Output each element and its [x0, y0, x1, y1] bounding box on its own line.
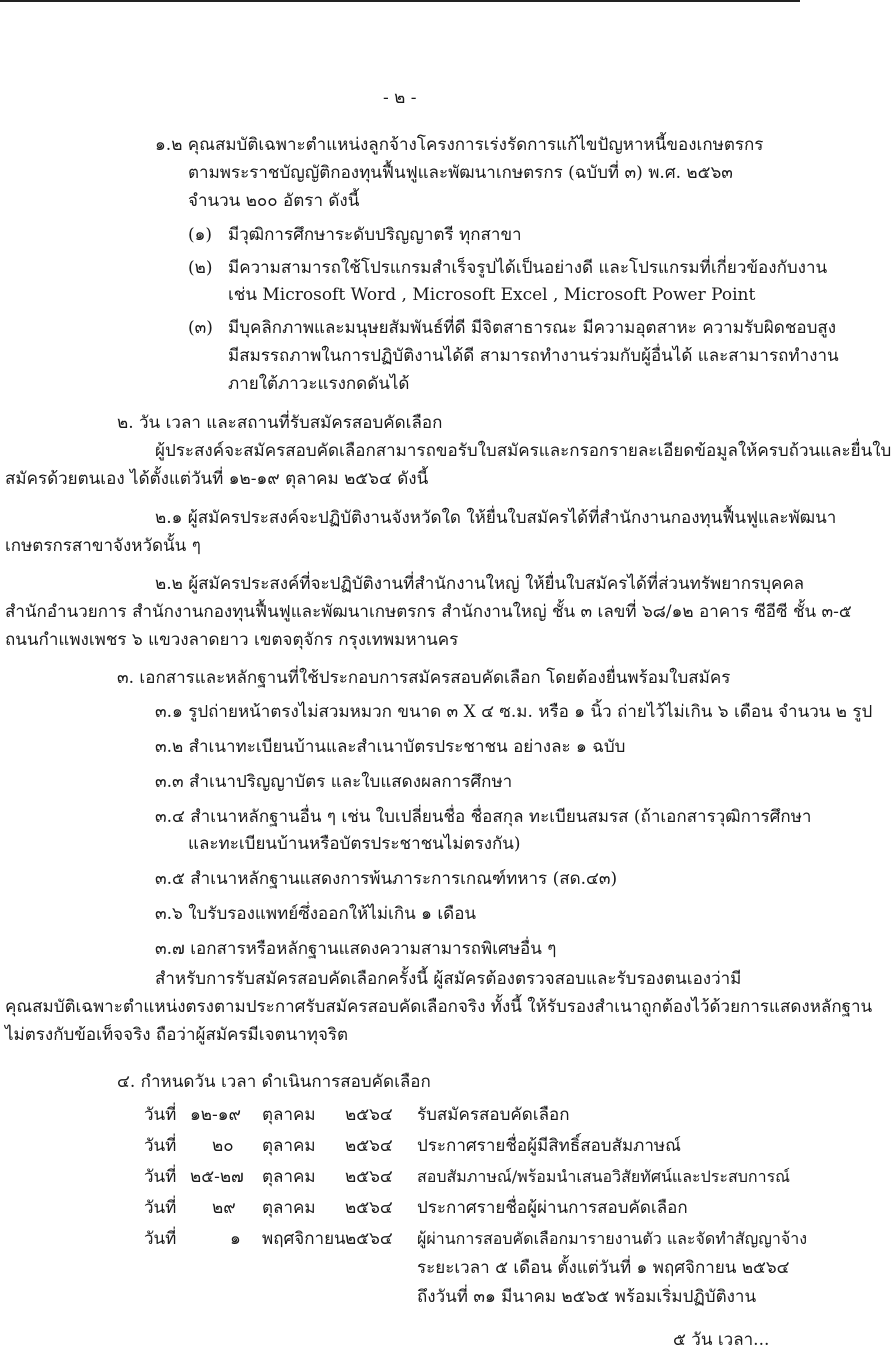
s2-para-line2: สมัครด้วยตนเอง ได้ตั้งแต่วันที่ ๑๒-๑๙ ตุลาคม ๒๕๖๔ ดังนี้ — [5, 469, 429, 489]
schedule-desc-cont: ระยะเวลา ๕ เดือน ตั้งแต่วันที่ ๑ พฤศจิกายน ๒๕๖๔ — [417, 1258, 790, 1278]
schedule-year: ๒๕๖๔ — [345, 1105, 393, 1125]
s22-line2: สำนักอำนวยการ สำนักงานกองทุนฟื้นฟูและพัฒนาเกษตรกร สำนักงานใหญ่ ชั้น ๓ เลขที่ ๖๘/๑๒ อาคาร ซีอีซี ชั้น ๓-๕ — [5, 602, 852, 622]
s3-para-line1: สำหรับการรับสมัครสอบคัดเลือกครั้งนี้ ผู้สมัครต้องตรวจสอบและรับรองตนเองว่ามี — [155, 969, 742, 989]
s22-line1: ๒.๒ ผู้สมัครประสงค์ที่จะปฏิบัติงานที่สำนักงานใหญ่ ให้ยื่นใบสมัครได้ที่ส่วนทรัพยากรบุคคล — [155, 574, 805, 594]
schedule-desc: ประกาศรายชื่อผู้มีสิทธิ์สอบสัมภาษณ์ — [417, 1136, 681, 1156]
s12-item2-num: (๒) — [188, 258, 213, 278]
top-border-line — [0, 0, 800, 2]
schedule-year: ๒๕๖๔ — [345, 1136, 393, 1156]
schedule-label: วันที่ — [144, 1198, 177, 1218]
s3-item-33: ๓.๓ สำเนาปริญญาบัตร และใบแสดงผลการศึกษา — [155, 772, 513, 792]
s12-item3-num: (๓) — [188, 318, 213, 338]
s12-item3-text2: มีสมรรถภาพในการปฏิบัติงานได้ดี สามารถทำงานร่วมกับผู้อื่นได้ และสามารถทำงาน — [228, 346, 839, 366]
s12-line3: จำนวน ๒๐๐ อัตรา ดังนี้ — [188, 191, 360, 211]
s21-line2: เกษตรกรสาขาจังหวัดนั้น ๆ — [5, 536, 201, 556]
schedule-day: ๑ — [230, 1229, 241, 1249]
s3-para-line3: ไม่ตรงกับข้อเท็จจริง ถือว่าผู้สมัครมีเจตนาทุจริต — [5, 1025, 349, 1045]
schedule-desc: ผู้ผ่านการสอบคัดเลือกมารายงานตัว และจัดทำสัญญาจ้าง — [417, 1229, 808, 1248]
schedule-label: วันที่ — [144, 1105, 177, 1125]
s12-item2-text1: มีความสามารถใช้โปรแกรมสำเร็จรูปได้เป็นอย่างดี และโปรแกรมที่เกี่ยวข้องกับงาน — [228, 258, 828, 278]
s3-heading: ๓. เอกสารและหลักฐานที่ใช้ประกอบการสมัครสอบคัดเลือก โดยต้องยื่นพร้อมใบสมัคร — [117, 668, 731, 688]
schedule-year: ๒๕๖๔ — [345, 1198, 393, 1218]
s12-item1-text: มีวุฒิการศึกษาระดับปริญญาตรี ทุกสาขา — [228, 225, 522, 245]
s12-item3-text3: ภายใต้ภาวะแรงกดดันได้ — [228, 374, 410, 394]
s12-item2-text2: เช่น Microsoft Word , Microsoft Excel , Microsoft Power Point — [228, 285, 756, 305]
s3-item-34-line1: ๓.๔ สำเนาหลักฐานอื่น ๆ เช่น ใบเปลี่ยนชื่อ ชื่อสกุล ทะเบียนสมรส (ถ้าเอกสารวุฒิการศึกษา — [155, 807, 812, 827]
s2-para-line1: ผู้ประสงค์จะสมัครสอบคัดเลือกสามารถขอรับใบสมัครและกรอกรายละเอียดข้อมูลให้ครบถ้วนและยื่นใบ — [155, 441, 891, 461]
s12-line2: ตามพระราชบัญญัติกองทุนฟื้นฟูและพัฒนาเกษตรกร (ฉบับที่ ๓) พ.ศ. ๒๕๖๓ — [188, 163, 733, 183]
schedule-month: ตุลาคม — [262, 1198, 316, 1218]
schedule-month: ตุลาคม — [262, 1167, 316, 1187]
s12-line1: ๑.๒ คุณสมบัติเฉพาะตำแหน่งลูกจ้างโครงการเร่งรัดการแก้ไขปัญหาหนี้ของเกษตรกร — [155, 135, 764, 155]
schedule-day: ๒๕-๒๗ — [190, 1167, 244, 1187]
s3-item-31: ๓.๑ รูปถ่ายหน้าตรงไม่สวมหมวก ขนาด ๓ X ๔ ซ.ม. หรือ ๑ นิ้ว ถ่ายไว้ไม่เกิน ๖ เดือน จำนวน ๒ รูป — [155, 702, 873, 722]
schedule-label: วันที่ — [144, 1136, 177, 1156]
schedule-year: ๒๕๖๔ — [345, 1229, 393, 1249]
schedule-year: ๒๕๖๔ — [345, 1167, 393, 1187]
s3-item-34-line2: และทะเบียนบ้านหรือบัตรประชาชนไม่ตรงกัน) — [188, 834, 521, 854]
page-number: - ๒ - — [383, 88, 417, 108]
s12-item1-num: (๑) — [188, 225, 213, 245]
s3-para-line2: คุณสมบัติเฉพาะตำแหน่งตรงตามประกาศรับสมัครสอบคัดเลือกจริง ทั้งนี้ ให้รับรองสำเนาถูกต้องไว้ด้วยการแสดงหลักฐาน — [5, 997, 873, 1017]
schedule-day: ๑๒-๑๙ — [190, 1105, 241, 1125]
s3-item-32: ๓.๒ สำเนาทะเบียนบ้านและสำเนาบัตรประชาชน อย่างละ ๑ ฉบับ — [155, 737, 626, 757]
s3-item-36: ๓.๖ ใบรับรองแพทย์ซึ่งออกให้ไม่เกิน ๑ เดือน — [155, 904, 477, 924]
schedule-desc: รับสมัครสอบคัดเลือก — [417, 1105, 570, 1125]
schedule-month: พฤศจิกายน — [262, 1229, 346, 1249]
schedule-desc: ประกาศรายชื่อผู้ผ่านการสอบคัดเลือก — [417, 1198, 688, 1218]
s21-line1: ๒.๑ ผู้สมัครประสงค์จะปฏิบัติงานจังหวัดใด ให้ยื่นใบสมัครได้ที่สำนักงานกองทุนฟื้นฟูและพัฒนา — [155, 508, 837, 528]
s2-heading: ๒. วัน เวลา และสถานที่รับสมัครสอบคัดเลือก — [117, 413, 443, 433]
schedule-day: ๒๐ — [212, 1136, 234, 1156]
schedule-desc-cont: ถึงวันที่ ๓๑ มีนาคม ๒๕๖๕ พร้อมเริ่มปฏิบัติงาน — [417, 1287, 757, 1307]
s22-line3: ถนนกำแพงเพชร ๖ แขวงลาดยาว เขตจตุจักร กรุงเทพมหานคร — [5, 630, 459, 650]
schedule-month: ตุลาคม — [262, 1136, 316, 1156]
continuation-text: ๕ วัน เวลา... — [673, 1330, 770, 1350]
s12-item3-text1: มีบุคลิกภาพและมนุษยสัมพันธ์ที่ดี มีจิตสาธารณะ มีความอุตสาหะ ความรับผิดชอบสูง — [228, 318, 837, 338]
schedule-day: ๒๙ — [212, 1198, 236, 1218]
s4-heading: ๔. กำหนดวัน เวลา ดำเนินการสอบคัดเลือก — [117, 1072, 431, 1092]
schedule-label: วันที่ — [144, 1167, 177, 1187]
schedule-month: ตุลาคม — [262, 1105, 316, 1125]
schedule-label: วันที่ — [144, 1229, 177, 1249]
s3-item-35: ๓.๕ สำเนาหลักฐานแสดงการพ้นภาระการเกณฑ์ทหาร (สด.๔๓) — [155, 869, 618, 889]
schedule-desc: สอบสัมภาษณ์/พร้อมนำเสนอวิสัยทัศน์และประสบการณ์ — [417, 1167, 791, 1186]
s3-item-37: ๓.๗ เอกสารหรือหลักฐานแสดงความสามารถพิเศษอื่น ๆ — [155, 939, 557, 959]
